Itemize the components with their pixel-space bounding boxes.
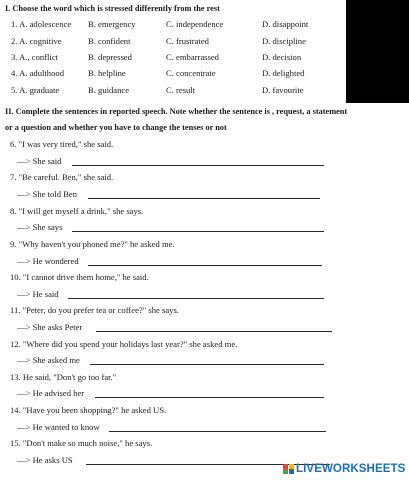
question-15: 15. "Don't make so much noise," he says. [10, 438, 153, 448]
answer-prompt-7: —> She told Ben [17, 189, 77, 199]
s1-r1-a: 1. A. adolescence [11, 19, 72, 29]
answer-line-10[interactable] [68, 298, 324, 299]
redaction-box [346, 0, 409, 103]
answer-prompt-10: —> He said [17, 289, 59, 299]
question-8: 8. "I will get myself a drink," she says. [10, 206, 144, 216]
s1-r5-c: C. result [166, 85, 196, 95]
answer-prompt-6: —> She said [17, 156, 62, 166]
s1-r2-c: C. frustrated [166, 36, 209, 46]
s1-r3-d: D. decision [262, 52, 302, 62]
s1-r5-d: D. favourite [262, 85, 304, 95]
s1-r4-c: C. concentrate [166, 68, 216, 78]
s1-r4-d: D. delighted [262, 68, 305, 78]
s1-r4-a: 4. A. adulthood [11, 68, 64, 78]
logo-text: LIVEWORKSHEETS [296, 463, 406, 475]
s1-r2-b: B. confident [88, 36, 131, 46]
liveworksheets-logo-icon [283, 464, 294, 475]
logo-square-yellow [289, 464, 294, 469]
s1-r2-a: 2. A. cognitive [11, 36, 62, 46]
answer-line-9[interactable] [88, 265, 322, 266]
question-11: 11. "Peter, do you prefer tea or coffee?" she says. [10, 305, 179, 315]
question-12: 12. "Where did you spend your holidays last year?" she asked me. [10, 339, 238, 349]
s1-r3-a: 3. A., conflict [11, 52, 59, 62]
answer-prompt-14: —> He wanted to know [17, 422, 100, 432]
answer-line-14[interactable] [109, 431, 326, 432]
answer-prompt-11: —> She asks Peter [17, 322, 83, 332]
answer-line-8[interactable] [72, 231, 324, 232]
question-13: 13. He said, "Don't go too far." [10, 372, 117, 382]
s1-r1-b: B. emergency [88, 19, 136, 29]
answer-line-12[interactable] [90, 364, 324, 365]
answer-prompt-8: —> She says [17, 222, 63, 232]
s1-r2-d: D. discipline [262, 36, 306, 46]
logo-square-green [283, 469, 288, 474]
question-14: 14. "Have you been shopping?" he asked US. [10, 405, 167, 415]
answer-prompt-12: —> She asked me [17, 355, 80, 365]
answer-prompt-9: —> He wondered [17, 256, 79, 266]
answer-line-7[interactable] [88, 198, 320, 199]
section1-title: I. Choose the word which is stressed differently from the rest [5, 4, 220, 13]
s1-r1-d: D. disappoint [262, 19, 309, 29]
question-10: 10. "I cannot drive them home," he said. [10, 272, 149, 282]
question-6: 6. "I was very tired," she said. [10, 139, 114, 149]
logo-square-red [283, 464, 288, 469]
logo-square-blue [289, 469, 294, 474]
question-9: 9. "Why haven't you phoned me?" he asked me. [10, 239, 175, 249]
s1-r3-b: B. depressed [88, 52, 132, 62]
s1-r4-b: B. helpline [88, 68, 126, 78]
s1-r3-c: C. embarrassed [166, 52, 219, 62]
answer-line-6[interactable] [72, 165, 324, 166]
answer-prompt-13: —> He advised her [17, 388, 85, 398]
s1-r5-a: 5. A. graduate [11, 85, 60, 95]
section2-title-line1: II. Complete the sentences in reported speech. Note whether the sentence is , request, a statement [5, 107, 348, 116]
answer-line-11[interactable] [96, 331, 332, 332]
section2-title-line2: or a question and whether you have to change the tenses or not [5, 123, 227, 132]
answer-line-13[interactable] [95, 397, 324, 398]
liveworksheets-logo [283, 462, 405, 476]
s1-r1-c: C. independence [166, 19, 224, 29]
s1-r5-b: B. guidance [88, 85, 130, 95]
question-7: 7. "Be careful. Ben," she said. [10, 172, 114, 182]
answer-prompt-15: —> He asks US [17, 455, 73, 465]
